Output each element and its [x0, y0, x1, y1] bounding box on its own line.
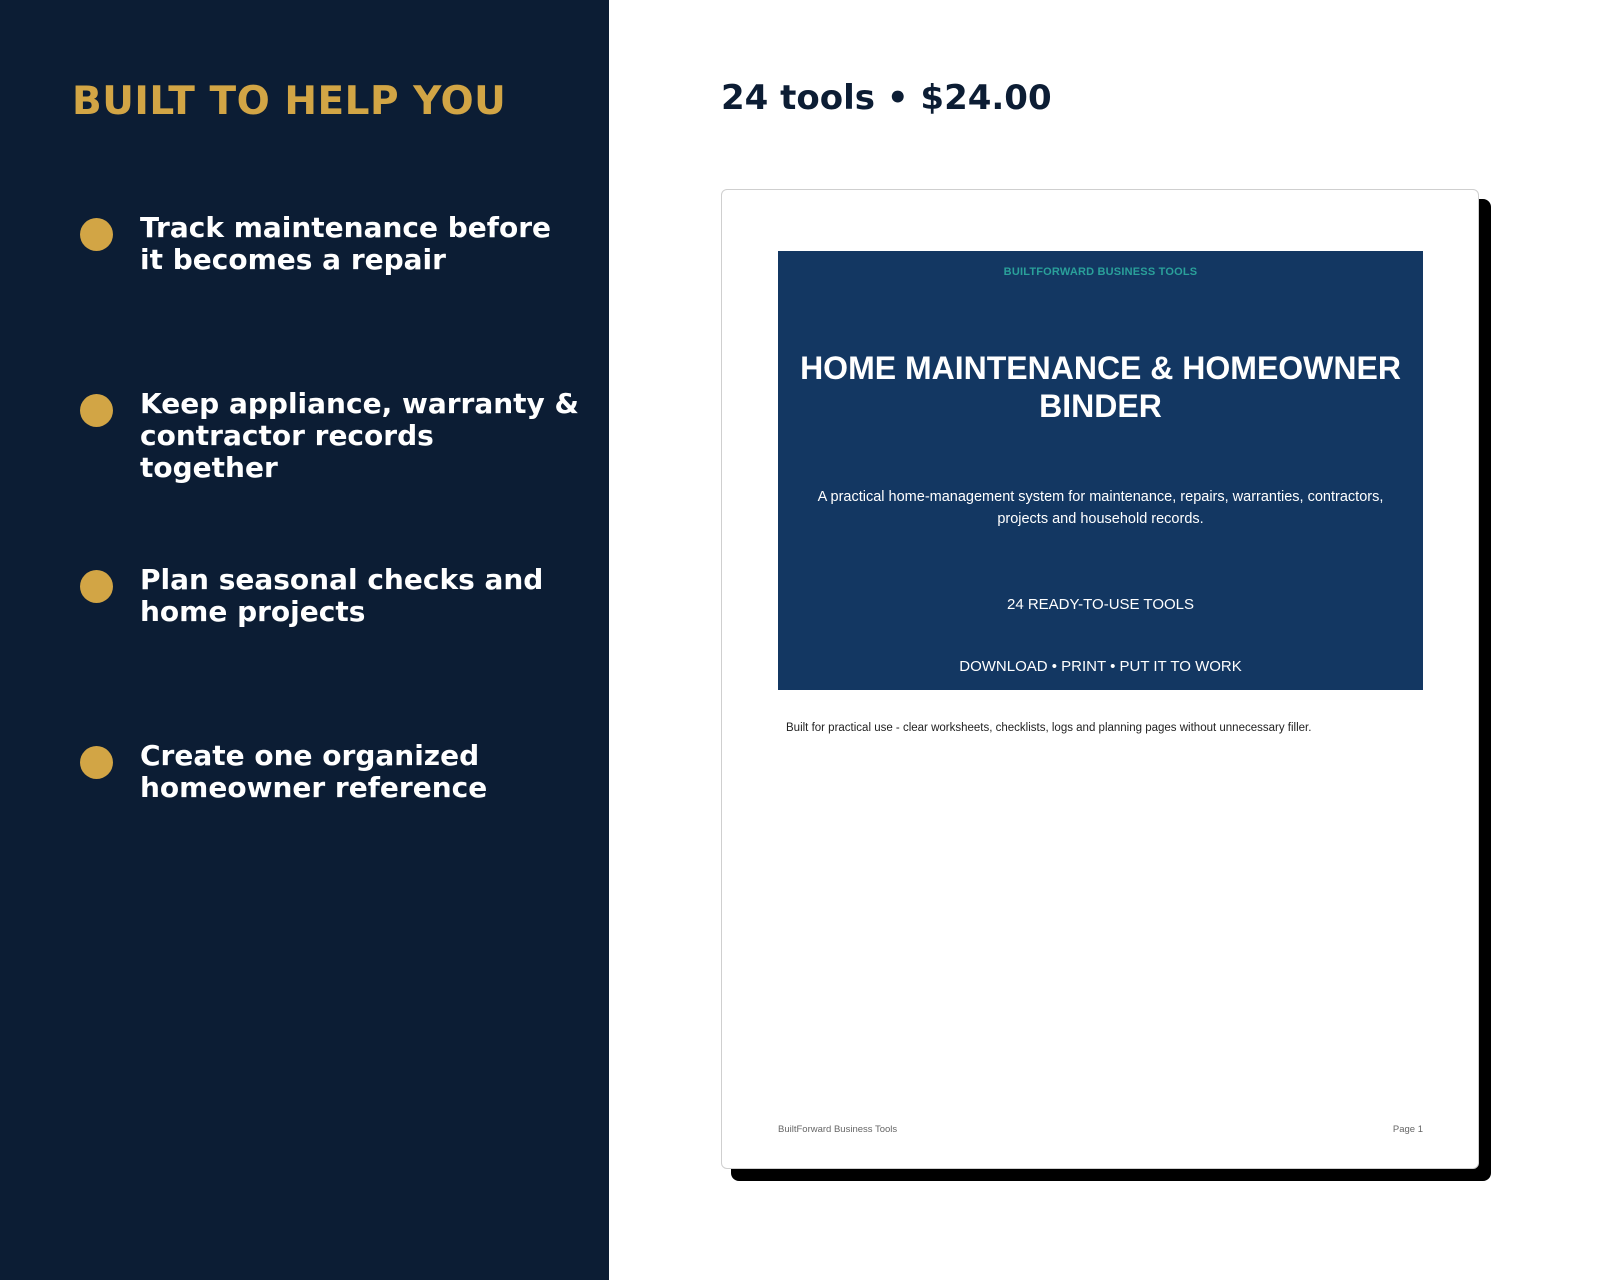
benefit-text: Keep appliance, warranty & contractor records together [140, 387, 579, 484]
benefit-text: Plan seasonal checks and home projects [140, 563, 544, 628]
benefits-panel [0, 0, 609, 1280]
document-note: Built for practical use - clear worksheets, checklists, logs and planning pages without unnecessary filler. [786, 722, 1312, 734]
cover-tools-count: 24 READY-TO-USE TOOLS [1006, 596, 1195, 613]
bullet-dot-icon [80, 746, 113, 779]
bullet-dot-icon [80, 218, 113, 251]
cover-banner [778, 251, 1423, 690]
bullet-dot-icon [80, 394, 113, 427]
tools-price-heading: 24 tools • $24.00 [721, 78, 1052, 118]
cover-description: A practical home-management system for maintenance, repairs, warranties, contractors, projects and household records. [817, 489, 1384, 527]
cover-title: HOME MAINTENANCE & HOMEOWNER BINDER [800, 350, 1401, 424]
benefits-heading: BUILT TO HELP YOU [72, 79, 507, 124]
document-preview-page [721, 189, 1479, 1169]
benefit-text: Create one organized homeowner reference [140, 739, 488, 804]
cover-call-to-action: DOWNLOAD • PRINT • PUT IT TO WORK [959, 658, 1242, 675]
document-footer-brand: BuiltForward Business Tools [778, 1124, 898, 1135]
bullet-dot-icon [80, 570, 113, 603]
document-page-number: Page 1 [1392, 1124, 1423, 1135]
benefit-text: Track maintenance before it becomes a repair [140, 211, 552, 276]
cover-eyebrow: BUILTFORWARD BUSINESS TOOLS [1003, 266, 1198, 278]
